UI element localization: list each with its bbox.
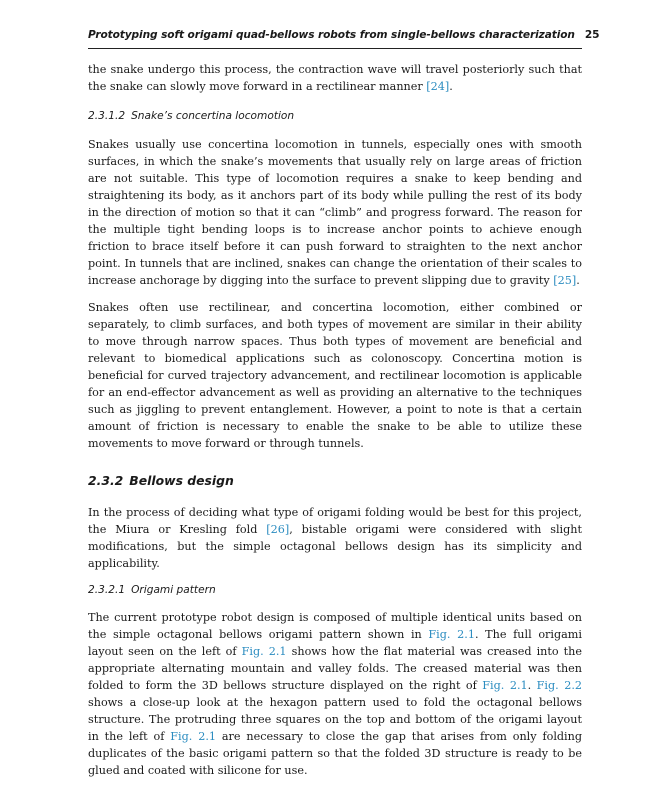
paragraph-text: are necessary to close the gap that arises from only folding duplicates of the basic origami pattern so that the folded 3D structure is ready to be glued and coated with silicone for use. (88, 730, 583, 777)
header-rule (88, 48, 582, 49)
section-title: Snake’s concertina locomotion (131, 110, 295, 122)
citation-link[interactable]: [25] (553, 274, 577, 287)
subsubsection-heading-pattern (88, 582, 582, 599)
subsubsection-heading-concertina (88, 108, 582, 125)
paragraph-continuation (88, 61, 582, 95)
paragraph-text: , bistable origami were considered with slight modifications, but the simple octagonal bellows design has its simplicity and applicability. (88, 523, 582, 570)
subsection-heading-bellows (88, 472, 582, 490)
figure-ref-link[interactable]: Fig. 2.1 (241, 645, 287, 658)
paragraph-pattern (88, 609, 582, 779)
paragraph-text: In the process of deciding what type of origami folding would be best for this project, the Miura or Kresling fold (88, 506, 582, 536)
running-head-title: Prototyping soft origami quad-bellows robots from single-bellows characterization (88, 29, 575, 41)
section-number: 2.3.1.2 (88, 110, 126, 122)
section-title: Origami pattern (131, 584, 216, 596)
paragraph-text: The current prototype robot design is composed of multiple identical units based on the simple octagonal bellows origami pattern shown in (88, 611, 582, 641)
paragraph-concertina-1 (88, 136, 582, 289)
page-number: 25 (584, 29, 600, 41)
citation-link[interactable]: [26] (266, 523, 290, 536)
paragraph-text: . The full origami layout seen on the left of (88, 628, 582, 658)
figure-ref-link[interactable]: Fig. 2.1 (428, 628, 475, 641)
paragraph-text: Snakes usually use concertina locomotion in tunnels, especially ones with smooth surfaces, in which the snake’s movements that usually rely on large areas of friction are not suitable. This type of locomotion requires a snake to keep bending and straightening its body, as it anchors part of its body while pulling the rest of its body in the direction of motion so that it can “climb” and progress forward. The reason for the multiple tight bending loops is to increase anchor points to achieve enough friction to brace itself before it can push forward to straighten to the next anchor point. In tunnels that are inclined, snakes can change the orientation of their scales to increase anchorage by digging into the surface to prevent slipping due to gravity (88, 138, 582, 287)
section-number: 2.3.2 (88, 473, 124, 488)
section-number: 2.3.2.1 (88, 584, 126, 596)
figure-ref-link[interactable]: Fig. 2.1 (482, 679, 528, 692)
running-head (88, 29, 600, 49)
paragraph-text: Snakes often use rectilinear, and concertina locomotion, either combined or separately, to climb surfaces, and both types of movement are similar in their ability to move through narrow spaces. Thus both types of movement are beneficial and relevant to biomedical applications such as colonoscopy. Concertina motion is beneficial for curved trajectory advancement, and rectilinear locomotion is applicable for an end-effector advancement as well as providing an alternative to the techniques such as jiggling to prevent entanglement. However, a point to note is that a certain amount of friction is necessary to enable the snake to be able to utilize these movements to move forward or through tunnels. (88, 301, 582, 450)
paragraph-text: . (527, 679, 537, 692)
body-text (88, 61, 582, 789)
paragraph-end: . (449, 80, 453, 93)
figure-ref-link[interactable]: Fig. 2.1 (170, 730, 217, 743)
paragraph-concertina-2 (88, 299, 582, 452)
paragraph-text: shows how the flat material was creased into the appropriate alternating mountain and valley folds. The creased material was then folded to form the 3D bellows structure displayed on the right of (88, 645, 582, 692)
figure-ref-link[interactable]: Fig. 2.2 (536, 679, 583, 692)
section-title: Bellows design (129, 473, 234, 488)
paragraph-end: . (576, 274, 580, 287)
paragraph-bellows (88, 504, 582, 572)
citation-link[interactable]: [24] (426, 80, 450, 93)
paragraph-text: shows a close-up look at the hexagon pattern used to fold the octagonal bellows structure. The protruding three squares on the top and bottom of the origami layout in the left of (88, 696, 582, 743)
paragraph-text: the snake undergo this process, the contraction wave will travel posteriorly such that the snake can slowly move forward in a rectilinear manner (88, 63, 582, 93)
